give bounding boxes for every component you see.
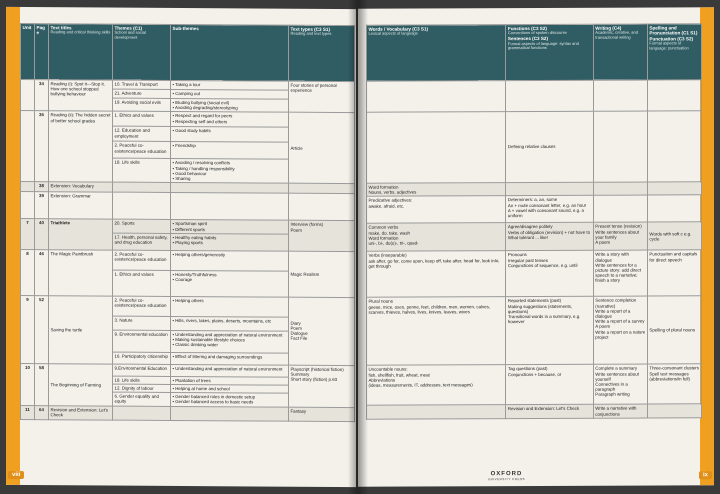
row-spelling: Words with soft c e.g. cycle (647, 222, 701, 250)
row-title: Extension: Grammar (49, 192, 113, 219)
row-text-type: Four stories of personal experience (289, 81, 355, 113)
row-functions: Determiners: a, an, some An + mute consonant letter, e.g. an hour A + vowel with consonant sound, e.g. a uniform (506, 196, 593, 223)
row-theme: 20. Sports (113, 219, 171, 233)
row-subtheme: • Friendship (171, 142, 289, 160)
row-subtheme: • Helping others/generosity (171, 250, 289, 271)
row-subtheme: • Taking a tour (171, 80, 289, 90)
row-theme: 9. Environmental education (113, 330, 171, 352)
row-page: 64 (35, 405, 49, 419)
row-writing: Complete a summary Write sentences about yourself Connectives in a paragraph Paragraph writing (593, 364, 647, 404)
row-theme: 1. Ethics and values (113, 270, 171, 296)
row-unit (21, 192, 35, 219)
row-theme: 2. Peaceful co-existence/peace education (113, 250, 171, 270)
row-writing: Write a narrative with conjunctions (593, 404, 647, 418)
row-text-type: Interview (forms) Poem (289, 221, 355, 252)
left-page-edge-stripe (6, 7, 20, 485)
row-subtheme (171, 193, 289, 221)
header-text-types: Text types (C3 S1) Reading and text types (289, 25, 355, 81)
row-writing (593, 182, 647, 196)
row-spelling (647, 111, 701, 182)
row-page: 46 (35, 249, 49, 295)
page-number-left: viii (8, 471, 24, 479)
right-page (358, 7, 714, 487)
row-title: Reading (i): Spot it—Stop it. How one school stopped bullying behaviour (49, 80, 113, 112)
row-page: 39 (35, 192, 49, 219)
header-unit: Unit (21, 24, 35, 80)
row-spelling: Punctuation and capitals for direct speech (647, 250, 701, 296)
row-functions: Tag questions (past) Conjunctions + because, or (506, 365, 593, 405)
row-functions: Defining relative clauses (506, 111, 593, 182)
row-functions: Reported statements (past) Making suggestions (statements, questions) Transitional words in a summary, e.g. however (506, 297, 593, 365)
row-text-type: Fantasy (289, 407, 355, 421)
row-writing: Sentence completion (narrative) Write a report of a dialogue Write a report of a survey A poem Write a report on a nature project (593, 296, 647, 364)
header-writing: Writing (C4) Academic, creative, and transactional writing (593, 24, 647, 80)
row-text-type: Magic Realism (289, 251, 355, 297)
row-page: 34 (35, 80, 49, 111)
row-text-type: Diary Poem Dialogue Fact File (289, 297, 355, 365)
row-subtheme: • Good study habits (171, 127, 289, 143)
row-words: Word formation Nouns, verbs, adjectives (367, 183, 506, 197)
row-functions: Agree/disagree politely Verbs of obligation (revision) + not have to What tolerant ... like! (506, 223, 593, 251)
row-subtheme: • Healthy eating habits • Playing sports (171, 233, 289, 251)
row-title: Saving the turtle (49, 295, 113, 363)
header-themes: Themes (C1) School and social development (113, 24, 171, 80)
row-subtheme (171, 406, 289, 421)
row-subtheme: • Helping others (171, 296, 289, 317)
row-unit (21, 80, 35, 111)
header-sub-themes: Sub-themes (171, 24, 289, 81)
syllabus-table-right (366, 23, 702, 420)
row-page: 58 (35, 363, 49, 405)
row-text-type: Playscript (historical fiction) Summary Short story (fiction) p.63 (289, 365, 355, 407)
row-words (367, 405, 506, 420)
row-subtheme: • Avoiding / resolving conflicts • Taking / handling responsibility • Good behaviour • Sharing (171, 159, 289, 184)
row-unit: 9 (21, 295, 35, 363)
row-writing (593, 80, 647, 111)
row-theme: 2. Peaceful co-existence/peace education (113, 296, 171, 316)
row-words: Plural nouns geese, mice, oxen, penne, feet, children, men, women, calves, scarves, thieves, halves, lives, knives, leaves, wives (367, 297, 506, 366)
row-text-type (289, 194, 355, 221)
row-theme: 17. Health, personal safety, and drug education (113, 233, 171, 250)
row-title: The Magic Paintbrush (49, 249, 113, 295)
header-words-vocabulary: Words / Vocabulary (C3 S1) Lexical aspects of language (367, 25, 506, 82)
row-words: Common verbs make, do, take, wash Word formation uni-, bi-, du(o)-, tri-, quad- (367, 223, 506, 252)
row-words: Predicative adjectives: awake, afraid, etc. (367, 196, 506, 224)
row-unit: 8 (21, 249, 35, 295)
row-page: 52 (35, 295, 49, 363)
publisher-logo: OXFORD UNIVERSITY PRESS (488, 471, 525, 482)
row-unit: 11 (21, 405, 35, 419)
row-subtheme: • Helping at home and school (171, 384, 289, 393)
row-spelling (647, 404, 701, 418)
row-subtheme: • Gender balanced roles in domestic setup • Gender balanced access to basic needs (171, 393, 289, 407)
row-words (367, 81, 506, 113)
row-theme: 19. Avoiding social evils (113, 98, 171, 112)
row-subtheme: • Respect and regard for peers • Respecting self and others (171, 112, 289, 128)
row-unit: 7 (21, 219, 35, 249)
row-title: Revision and Extension: Let's Check (49, 405, 113, 419)
row-functions (506, 80, 593, 111)
row-functions: Pronouns Irregular past tenses Conjunctions of sequence, e.g. until (506, 251, 593, 297)
row-title: Extension: Vocabulary (49, 182, 113, 192)
row-page: 36 (35, 111, 49, 182)
row-theme: 12. Education and employment (113, 126, 171, 141)
row-text-type: Article (289, 113, 355, 184)
row-writing (593, 195, 647, 222)
header-page: Page (35, 24, 49, 80)
syllabus-table-left (20, 23, 355, 422)
row-unit (21, 182, 35, 192)
row-theme: 1. Ethics and values (113, 111, 171, 126)
row-theme (113, 182, 171, 192)
row-theme: 10. Travel & Transport (113, 80, 171, 89)
row-functions (506, 182, 593, 196)
left-page (6, 7, 356, 487)
row-theme (113, 192, 171, 219)
row-subtheme: • Hills, rivers, lakes, plains, deserts, mountains, etc (171, 316, 289, 331)
row-text-type (289, 184, 355, 194)
row-writing: Write a story with dialogue Write sentences for a picture story: add direct speech to a narrative; finish a story (593, 250, 647, 296)
row-spelling (647, 195, 701, 222)
row-title: The Beginning of Farming (49, 363, 113, 405)
page-number-right: ix (699, 471, 712, 479)
header-text-titles: Text titles Reading and critical thinking skills (49, 24, 113, 80)
row-page: 38 (35, 182, 49, 192)
row-functions: Revision and Extension: Let's Check (506, 405, 593, 419)
row-theme: 6. Gender equality and equity (113, 392, 171, 406)
row-subtheme: • Honesty/Truthfulness • Courage (171, 270, 289, 297)
row-unit: 10 (21, 363, 35, 405)
row-theme: 21. Adventure (113, 89, 171, 98)
row-spelling (647, 80, 701, 111)
header-functions-sentences: Functions (C3 S2) Conventions of spoken discourse Sentences (C3 S2) Formal aspects of language: syntax and grammatical functions (506, 24, 593, 80)
row-subtheme: • Plantation of trees (171, 376, 289, 385)
row-theme: 18. Life skills (113, 158, 171, 182)
row-spelling: Three-consonant clusters Spell text messages (abbreviations/in full) (647, 364, 701, 404)
row-theme: 3. Nature (113, 316, 171, 330)
row-theme: 9.Environmental Education (113, 364, 171, 376)
row-unit (21, 111, 35, 182)
row-subtheme: • Camping out (171, 89, 289, 99)
right-page-edge-stripe (700, 7, 714, 485)
header-spelling: Spelling and Pronunciation (C1 S1) Punctuation (C3 S2) Formal aspects of language: punctuation (647, 24, 701, 80)
row-theme (113, 406, 171, 420)
row-spelling (647, 182, 701, 196)
row-words: Uncountable nouns: fish, shellfish, fruit, wheat, meat Abbreviations (ideas, measurements, IT, addresses, text messages) (367, 365, 506, 406)
row-words: Verbs (inseparable) ask after, go for, come upon, keep off, take after, head for, look into, get through (367, 251, 506, 298)
row-title: Triathlete (49, 219, 113, 250)
row-writing: Present tense (revision) Write sentences about your family A poem (593, 222, 647, 250)
row-theme: 2. Peaceful co-existence/peace education (113, 141, 171, 158)
row-subtheme: • Effect of littering and damaging surroundings (171, 352, 289, 365)
row-theme: 18. Life skills (113, 376, 171, 385)
row-title: Reading (ii): The hidden secret of better school grades (49, 111, 113, 182)
row-spelling: Spelling of plural nouns (647, 296, 701, 364)
row-subtheme: • Eluding bullying (social evil) • Avoiding degrading/stereotyping (171, 98, 289, 112)
row-theme: 16. Participatory citizenship (113, 352, 171, 364)
row-theme: 12. Dignity of labour (113, 384, 171, 393)
row-page: 40 (35, 219, 49, 249)
row-words (367, 112, 506, 184)
row-subtheme: • Sportsman spirit • Different sports (171, 220, 289, 234)
row-writing (593, 111, 647, 182)
row-subtheme: • Understanding and appreciation of natural environment • Making sustainable lifestyle choices • Classic drinking water (171, 330, 289, 353)
row-subtheme: • Understanding and appreciation of natural environment (171, 364, 289, 377)
